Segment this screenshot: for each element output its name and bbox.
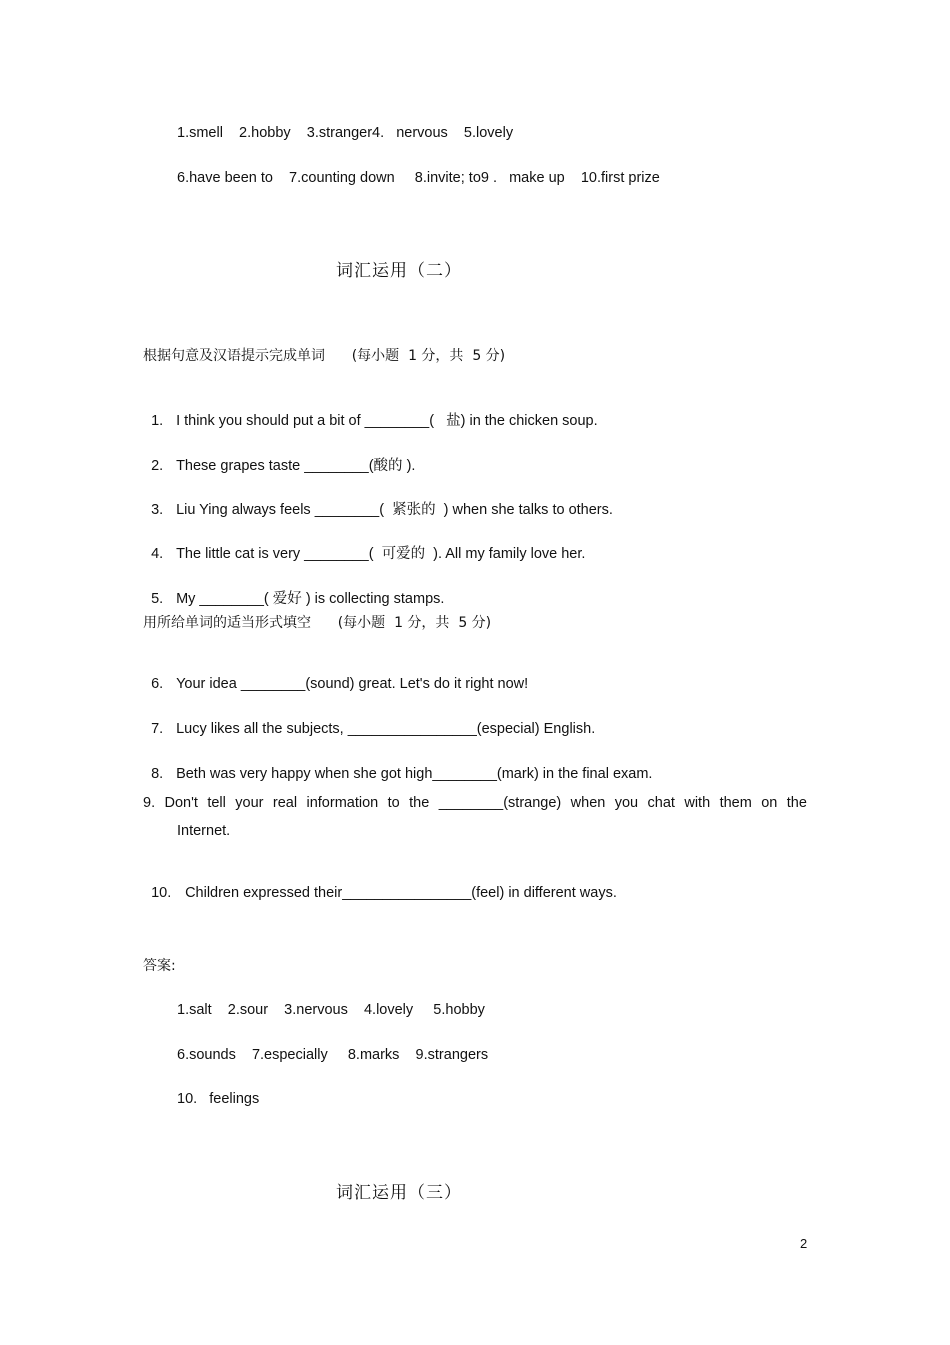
word: the — [786, 795, 807, 811]
word: real — [272, 795, 298, 811]
question-number: 4. — [151, 546, 164, 562]
question-number: 7. — [151, 721, 164, 737]
question-number: 6. — [151, 676, 164, 692]
word: chat — [647, 795, 675, 811]
question-text: My ________( 爱好 ) is collecting stamps. — [176, 591, 445, 607]
question-continuation: Internet. — [177, 823, 231, 839]
section-title: 词汇运用（三） — [336, 1183, 462, 1203]
question-2 — [143, 438, 415, 475]
question-10 — [143, 869, 617, 901]
question-text: These grapes taste ________(酸的 ). — [176, 458, 416, 474]
answers-line-2: 6.sounds 7.especially 8.marks 9.strangers — [177, 1047, 489, 1063]
question-text: I think you should put a bit of ________( 盐) in the chicken soup. — [176, 413, 598, 429]
question-9 — [143, 789, 807, 845]
word: when — [570, 795, 606, 811]
part1-instruction: 根据句意及汉语提示完成单词 (每小题 1 分，共 5 分) — [143, 348, 506, 364]
answers-line-1: 1.smell 2.hobby 3.stranger4. nervous 5.lovely — [177, 125, 514, 141]
question-4 — [143, 526, 585, 563]
part2-instruction: 用所给单词的适当形式填空 (每小题 1 分，共 5 分) — [143, 615, 492, 631]
answers-line-1: 1.salt 2.sour 3.nervous 4.lovely 5.hobby — [177, 1002, 485, 1018]
question-8 — [143, 750, 652, 782]
word: the — [409, 795, 430, 811]
word: Don't — [164, 795, 198, 811]
section-title: 词汇运用（二） — [336, 261, 462, 281]
question-text: Lucy likes all the subjects, ________________(especial) English. — [176, 721, 596, 737]
question-5 — [143, 571, 444, 608]
question-number: 3. — [151, 502, 164, 518]
question-number: 10. — [151, 885, 172, 901]
question-6 — [143, 660, 528, 692]
answers-line-3: 10. feelings — [177, 1091, 260, 1107]
question-number: 8. — [151, 766, 164, 782]
word: ________(strange) — [438, 795, 562, 811]
question-7 — [143, 705, 595, 737]
question-number: 1. — [151, 413, 164, 429]
answer-label: 答案: — [143, 958, 176, 974]
question-text: Your idea ________(sound) great. Let's do it right now! — [176, 676, 529, 692]
word: to — [387, 795, 400, 811]
word: with — [684, 795, 711, 811]
question-number: 5. — [151, 591, 164, 607]
page-number: 2 — [800, 1236, 808, 1251]
question-3 — [143, 482, 613, 519]
question-number: 2. — [151, 458, 164, 474]
word: them — [719, 795, 752, 811]
word: tell — [207, 795, 226, 811]
question-text: Beth was very happy when she got high________(mark) in the final exam. — [176, 766, 653, 782]
word: information — [306, 795, 379, 811]
question-text: Liu Ying always feels ________( 紧张的 ) when she talks to others. — [176, 502, 613, 518]
answers-line-2: 6.have been to 7.counting down 8.invite; to9 . make up 10.first prize — [177, 170, 660, 186]
question-text: Children expressed their________________(feel) in different ways. — [185, 885, 617, 901]
word: you — [614, 795, 639, 811]
question-text: The little cat is very ________( 可爱的 ). All my family love her. — [176, 546, 586, 562]
question-number: 9. — [143, 795, 156, 811]
question-1 — [143, 393, 598, 430]
word: on — [761, 795, 778, 811]
word: your — [235, 795, 264, 811]
